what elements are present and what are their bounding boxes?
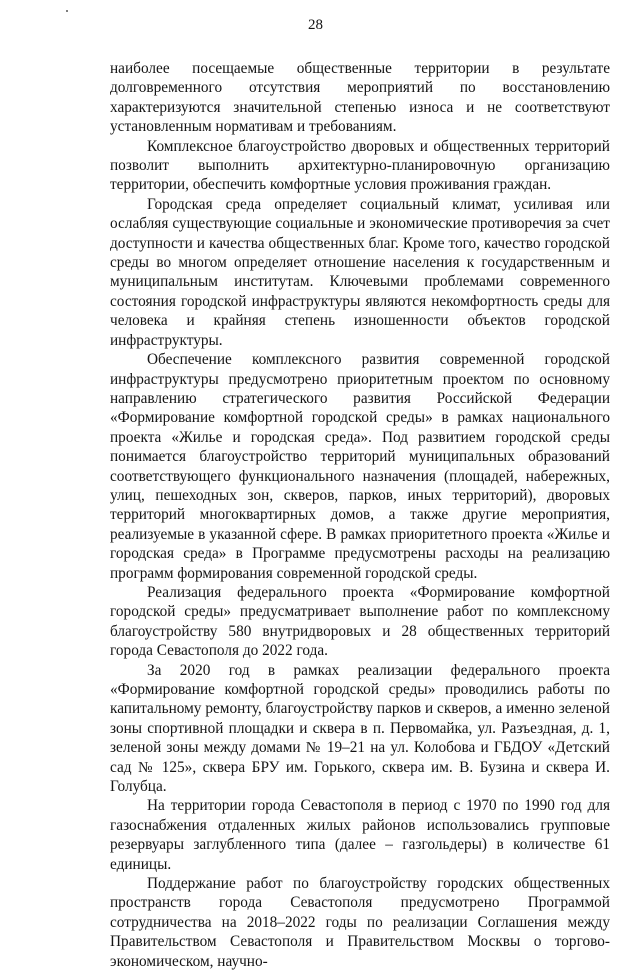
paragraph-6: За 2020 год в рамках реализации федерального проекта «Формирование комфортной городской среды» проводились работы по капитальному ремонту, благоустройству парков и скверов, а именно зеленой зоны спортивной площадки и сквера в п. Первомайка, ул. Разъездная, д. 1, зеленой зоны между домами № 19–21 на ул. Колобова и ГБДОУ «Детский сад № 125», сквера БРУ им. Горького, сквера им. В. Бузина и сквера И. Голубца. <box>110 661 610 796</box>
paragraph-7: На территории города Севастополя в период с 1970 по 1990 год для газоснабжения отдаленных жилых районов использовались групповые резервуары заглубленного типа (далее – газгольдеры) в количестве 61 единицы. <box>110 797 610 873</box>
document-body <box>110 59 610 971</box>
paragraph-8: Поддержание работ по благоустройству городских общественных пространств города Севастополя предусмотрено Программой сотрудничества на 2018–2022 годы по реализации Соглашения между Правительством Севастополя и Правительством Москвы о торгово-экономическом, научно- <box>110 875 610 970</box>
paragraph-5: Реализация федерального проекта «Формирование комфортной городской среды» предусматривает выполнение работ по комплексному благоустройству 580 внутридворовых и 28 общественных территорий города Севастополя до 2022 года. <box>110 583 610 660</box>
paragraph-2: Комплексное благоустройство дворовых и общественных территорий позволит выполнить архитектурно-планировочную организацию территории, обеспечить комфортные условия проживания граждан. <box>110 137 610 194</box>
scan-artifact-dot <box>66 10 68 12</box>
paragraph-3: Городская среда определяет социальный климат, усиливая или ослабляя существующие социальные и экономические противоречия за счет доступности и качества общественных благ. Кроме того, качество городской среды во многом определяет отношение населения к государственным и муниципальным институтам. Ключевыми проблемами современного состояния городской инфраструктуры являются некомфортность среды для человека и крайняя степень изношенности объектов городской инфраструктуры. <box>110 195 610 349</box>
paragraph-1: наиболее посещаемые общественные территории в результате долговременного отсутствия мероприятий по восстановлению характеризуются значительной степенью износа и не соответствуют установленным нормативам и требованиям. <box>110 60 610 136</box>
page-number: 28 <box>308 17 323 33</box>
paragraph-4: Обеспечение комплексного развития современной городской инфраструктуры предусмотрено приоритетным проектом по основному направлению стратегического развития Российской Федерации «Формирование комфортной городской среды» в рамках национального проекта «Жилье и городская среда». Под развитием городской среды понимается благоустройство территорий муниципальных образований соответствующего функционального назначения (площадей, набережных, улиц, пешеходных зон, скверов, парков, иных территорий), дворовых территорий многоквартирных домов, а также другие мероприятия, реализуемые в указанной сфере. В рамках приоритетного проекта «Жилье и городская среда» в Программе предусмотрены расходы на реализацию программ формирования современной городской среды. <box>110 351 610 582</box>
